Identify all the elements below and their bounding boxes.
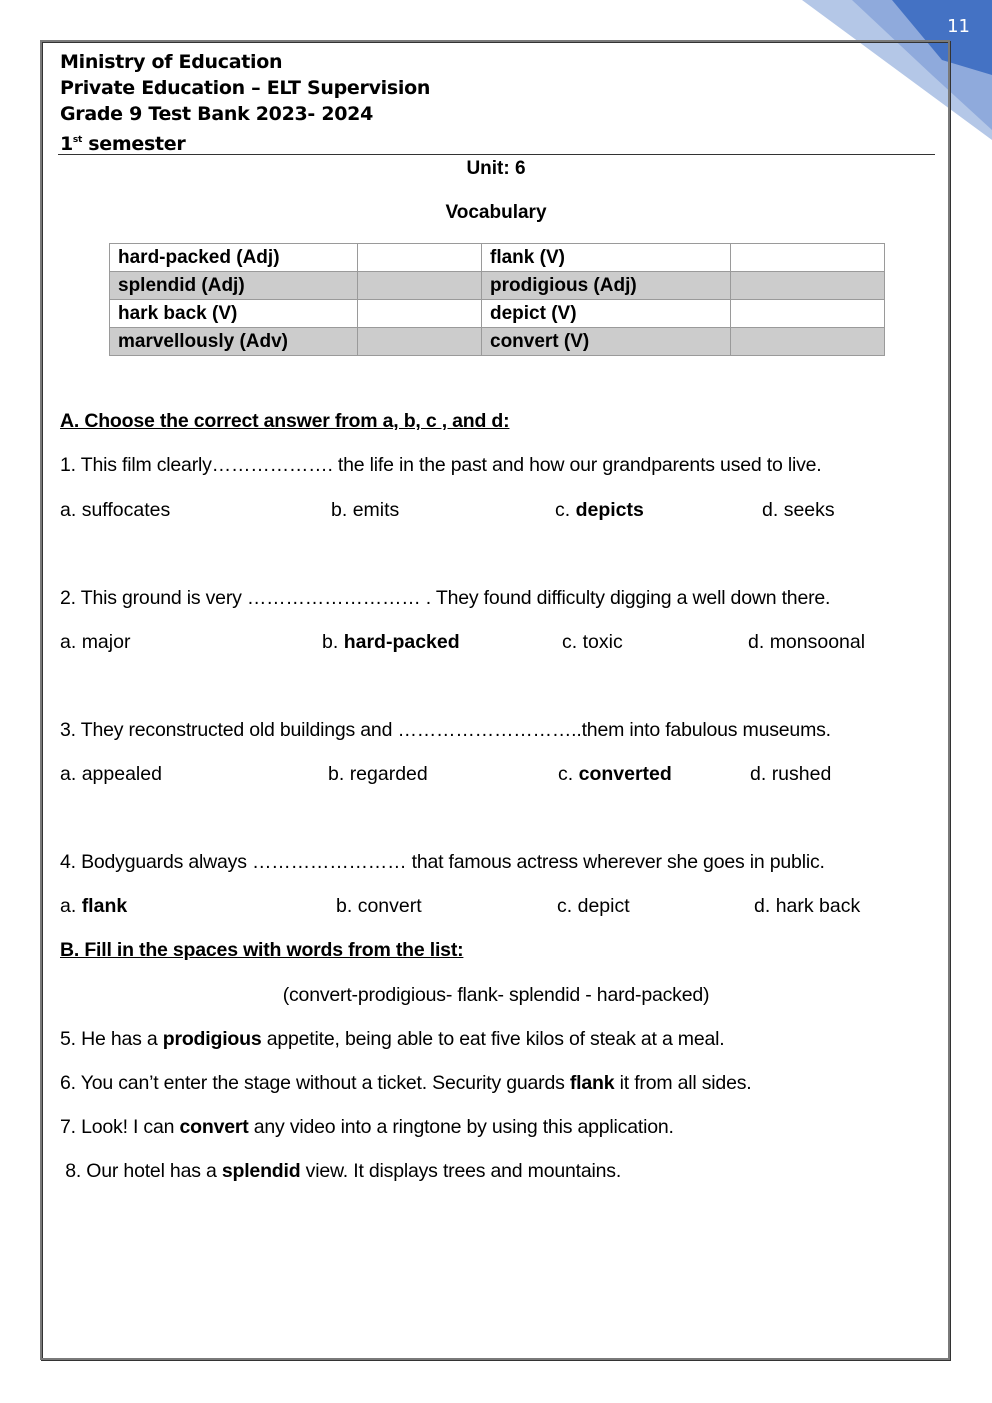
sentence-6: 6. You can’t enter the stage without a ticket. Security guards flank it from all sides.	[60, 1072, 752, 1094]
q1-option-c: c. depicts	[555, 499, 644, 521]
vocab-row	[110, 328, 885, 356]
vocab-blank	[358, 272, 482, 300]
vocab-word: splendid (Adj)	[110, 272, 358, 300]
sentence-5: 5. He has a prodigious appetite, being able to eat five kilos of steak at a meal.	[60, 1028, 725, 1050]
word-list: (convert-prodigious- flank- splendid - hard-packed)	[282, 984, 710, 1006]
vocab-blank	[731, 272, 885, 300]
unit-title: Unit: 6	[466, 158, 526, 179]
vocabulary-table	[109, 243, 885, 356]
question-3: 3. They reconstructed old buildings and ………………………..them into fabulous museums.	[60, 719, 831, 741]
q3-option-b: b. regarded	[328, 763, 428, 785]
vocabulary-title: Vocabulary	[445, 202, 547, 223]
q2-option-d: d. monsoonal	[748, 631, 866, 653]
q1-option-b: b. emits	[331, 499, 400, 521]
header-ministry: Ministry of Education	[60, 51, 283, 73]
vocab-row	[110, 244, 885, 272]
vocab-blank	[731, 300, 885, 328]
header-semester: 1st semester	[60, 133, 186, 155]
vocab-word: marvellously (Adv)	[110, 328, 358, 356]
vocab-row	[110, 272, 885, 300]
question-1: 1. This film clearly………………. the life in the past and how our grandparents used to live.	[60, 454, 822, 476]
page-number: 11	[947, 16, 970, 37]
vocab-blank	[731, 244, 885, 272]
q4-option-a: a. flank	[60, 895, 128, 917]
header-divider	[58, 154, 935, 155]
vocab-word: hark back (V)	[110, 300, 358, 328]
q1-option-d: d. seeks	[762, 499, 835, 521]
vocab-blank	[358, 244, 482, 272]
q2-option-c: c. toxic	[562, 631, 623, 653]
q4-option-b: b. convert	[336, 895, 422, 917]
sentence-8: 8. Our hotel has a splendid view. It displays trees and mountains.	[60, 1160, 622, 1182]
vocab-word: prodigious (Adj)	[482, 272, 731, 300]
vocab-word: hard-packed (Adj)	[110, 244, 358, 272]
vocab-word: depict (V)	[482, 300, 731, 328]
header-test-bank: Grade 9 Test Bank 2023- 2024	[60, 103, 373, 125]
q2-option-a: a. major	[60, 631, 131, 653]
q2-option-b: b. hard-packed	[322, 631, 460, 653]
section-a-title: A. Choose the correct answer from a, b, c , and d:	[60, 410, 510, 432]
q4-option-c: c. depict	[557, 895, 630, 917]
sentence-7: 7. Look! I can convert any video into a ringtone by using this application.	[60, 1116, 674, 1138]
vocab-blank	[358, 300, 482, 328]
header-department: Private Education – ELT Supervision	[60, 77, 431, 99]
vocab-row	[110, 300, 885, 328]
vocab-blank	[358, 328, 482, 356]
q3-option-c: c. converted	[558, 763, 672, 785]
section-b-title: B. Fill in the spaces with words from the list:	[60, 939, 464, 961]
q1-option-a: a. suffocates	[60, 499, 171, 521]
q3-option-a: a. appealed	[60, 763, 162, 785]
vocab-word: flank (V)	[482, 244, 731, 272]
q4-option-d: d. hark back	[754, 895, 861, 917]
vocab-word: convert (V)	[482, 328, 731, 356]
q3-option-d: d. rushed	[750, 763, 832, 785]
question-2: 2. This ground is very ……………………… . They found difficulty digging a well down there.	[60, 587, 831, 609]
question-4: 4. Bodyguards always …………………… that famous actress wherever she goes in public.	[60, 851, 825, 873]
document-header	[60, 49, 430, 157]
vocab-blank	[731, 328, 885, 356]
